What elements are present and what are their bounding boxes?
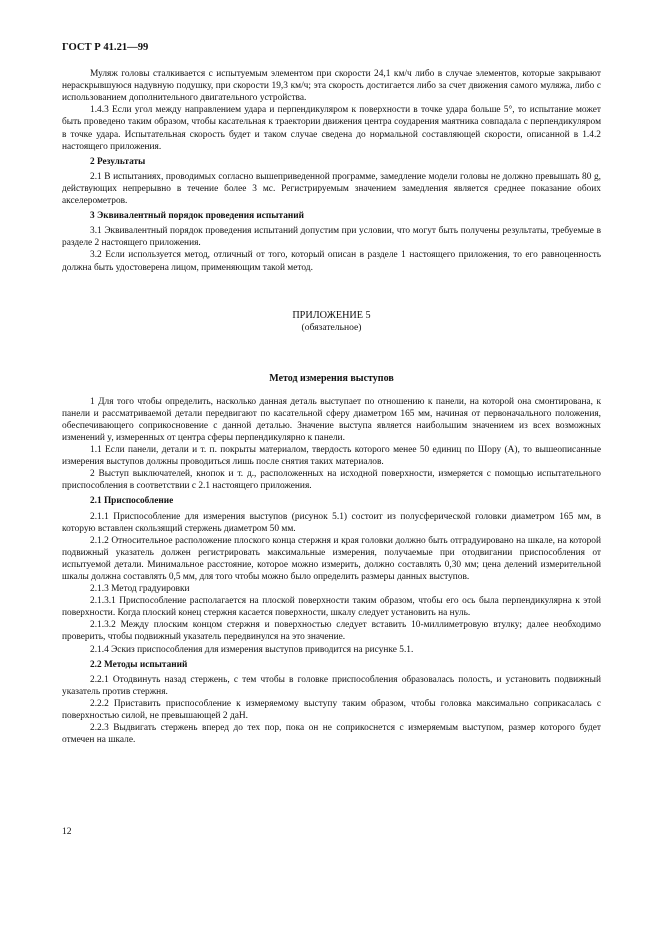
paragraph-2-2-1: 2.2.1 Отодвинуть назад стержень, с тем чтобы в головке приспособления образовалась полость, и установить подвижный указатель против стержня. — [62, 674, 601, 697]
paragraph-2: 2 Выступ выключателей, кнопок и т. д., расположенных на исходной поверхности, измеряется с помощью испытательного приспособления в соответствии с 2.1 настоящего приложения. — [62, 469, 601, 492]
section-heading-2-1: 2.1 Приспособление — [90, 496, 174, 507]
paragraph-1: 1 Для того чтобы определить, насколько данная деталь выступает по отношению к панели, на которой она смонтирована, к панели и рассматриваемой детали передвигают по касательной сферу диаметром 165 мм, начиная от первоначального положения, обеспечивающего соприкосновение с данной деталью. Значение выступа является наибольшим значением из всех возможных изменений y, измеренных от центра сферы перпендикулярно к панели. — [62, 396, 601, 443]
paragraph-3-2: 3.2 Если используется метод, отличный от того, который описан в разделе 1 настоящего приложения, то его равноценность должна быть удостоверена лицом, применяющим такой метод. — [62, 250, 601, 273]
paragraph-2-1-2: 2.1.2 Относительное расположение плоского конца стержня и края головки должно быть отградуировано на шкале, на которой подвижный указатель должен регистрировать максимальные измерения, получаемые при отодвигании приспособления от испытуемой детали. Минимальное расстояние, которое можно измерить, должно составлять 0,30 мм; цена делений измерительной шкалы должна составлять 0,5 мм, для того чтобы можно было определить размеры данных выступов. — [62, 535, 601, 582]
paragraph-2-1-3: 2.1.3 Метод градуировки — [90, 584, 190, 595]
method-title: Метод измерения выступов — [269, 372, 394, 384]
paragraph-head-impact: Муляж головы сталкивается с испытуемым элементом при скорости 24,1 км/ч либо в случае элементов, которые закрывают нераскрывшуюся надувную подушку, при скорости 19,3 км/ч; эта скорость достигается либо за счет движения самого муляжа, либо с использованием дополнительного двигательного устройства. — [62, 69, 601, 104]
paragraph-1-4-3: 1.4.3 Если угол между направлением удара и перпендикуляром к поверхности в точке удара больше 5°, то испытание может быть проведено таким образом, чтобы касательная к траектории движения центра соударения маятника совпадала с перпендикуляром в точке удара. Испытательная скорость будет и таком случае сведена до нормальной составляющей скорости, описанной в 1.4.2 настоящего приложения. — [62, 105, 601, 152]
paragraph-2-1-3-2: 2.1.3.2 Между плоским концом стержня и поверхностью следует вставить 10-миллиметровую втулку; далее необходимо проверить, чтобы подвижный указатель передвинулся на это значение. — [62, 620, 601, 643]
paragraph-1-1: 1.1 Если панели, детали и т. п. покрыты материалом, твердость которого менее 50 единиц по Шору (А), то вышеописанные измерения выступов должны проводиться лишь после снятия таких материалов. — [62, 445, 601, 468]
paragraph-2-1-4: 2.1.4 Эскиз приспособления для измерения выступов приводится на рисунке 5.1. — [90, 644, 414, 655]
page-number: 12 — [62, 826, 72, 837]
paragraph-2-1-1: 2.1.1 Приспособление для измерения выступов (рисунок 5.1) состоит из полусферической головки диаметром 165 мм, в которую вставлен скользящий стержень диаметром 50 мм. — [62, 511, 601, 534]
paragraph-3-1: 3.1 Эквивалентный порядок проведения испытаний допустим при условии, что могут быть получены результаты, требуемые в разделе 2 настоящего приложения. — [62, 226, 601, 249]
appendix-subtitle: (обязательное) — [301, 321, 362, 333]
standard-header: ГОСТ Р 41.21—99 — [62, 42, 149, 53]
appendix-title: ПРИЛОЖЕНИЕ 5 — [292, 309, 371, 321]
paragraph-2-1: 2.1 В испытаниях, проводимых согласно вышеприведенной программе, замедление модели головы не должно превышать 80 g, действующих непрерывно в течение более 3 мс. Регистрируемым значением замедления является среднее показание обоих акселерометров. — [62, 171, 601, 207]
section-heading-equivalent: 3 Эквивалентный порядок проведения испытаний — [90, 211, 304, 222]
paragraph-2-2-2: 2.2.2 Приставить приспособление к измеряемому выступу таким образом, чтобы головка максимально соприкасалась с поверхностью силой, не превышающей 2 даН. — [62, 698, 601, 722]
paragraph-2-2-3: 2.2.3 Выдвигать стержень вперед до тех пор, пока он не соприкоснется с измеряемым выступом, размер которого будет отмечен на шкале. — [62, 723, 601, 746]
paragraph-2-1-3-1: 2.1.3.1 Приспособление располагается на плоской поверхности таким образом, чтобы его ось была перпендикулярна к этой поверхности. Когда плоский конец стержня касается поверхности, шкалу следует установить на нуль. — [62, 596, 601, 619]
section-heading-2-2: 2.2 Методы испытаний — [90, 659, 188, 670]
section-heading-results: 2 Результаты — [90, 156, 146, 167]
